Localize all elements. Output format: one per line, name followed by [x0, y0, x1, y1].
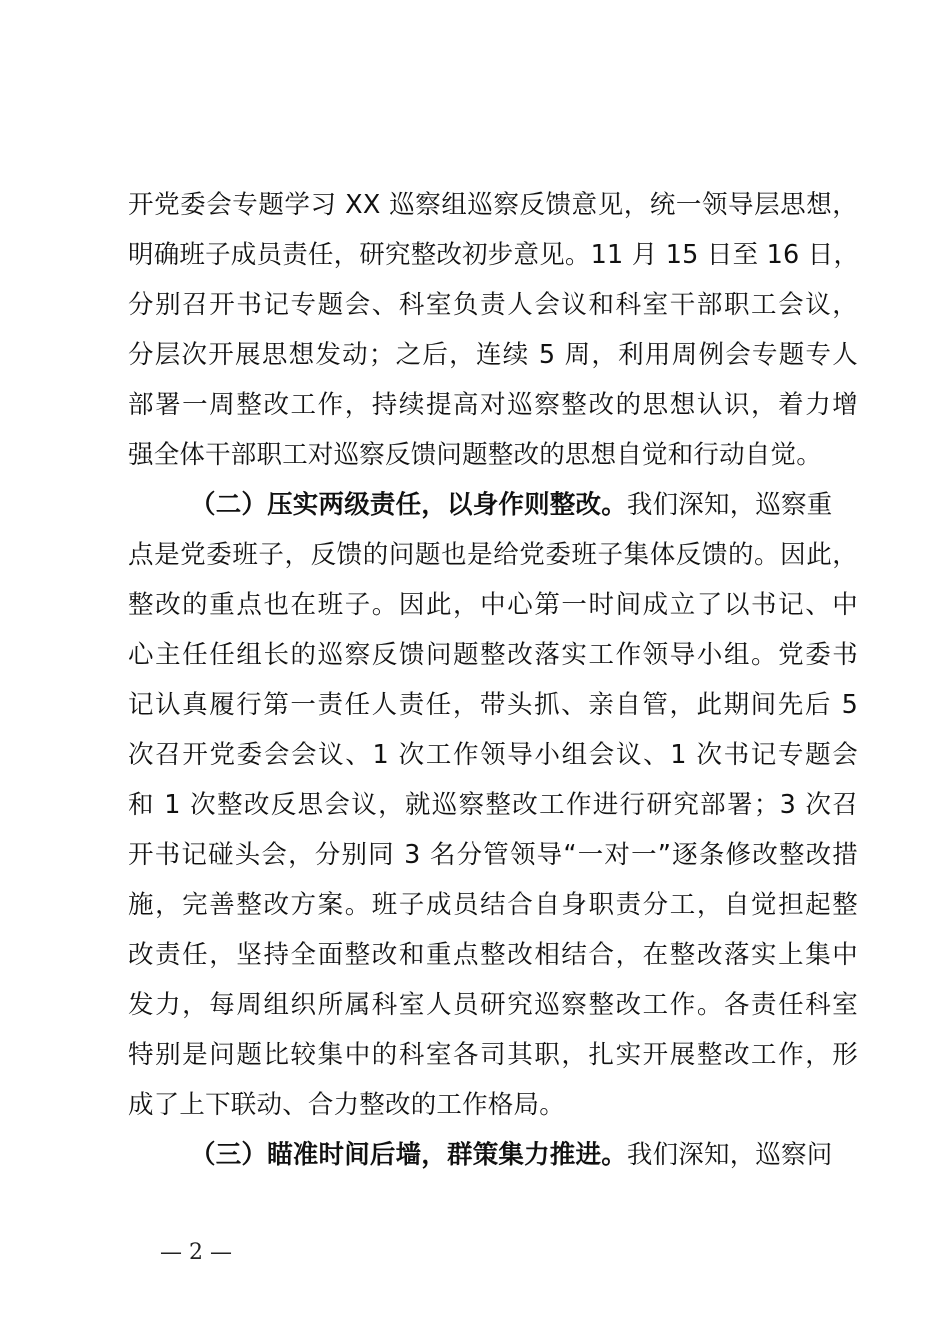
- text-line: 开书记碰头会，分别同 3 名分管领导“一对一”逐条修改整改措: [128, 840, 858, 870]
- text-line: 强全体干部职工对巡察反馈问题整改的思想自觉和行动自觉。: [128, 440, 822, 470]
- text-line: 心主任任组长的巡察反馈问题整改落实工作领导小组。党委书: [128, 640, 858, 670]
- text-line: [128, 480, 858, 530]
- text-line: 改责任，坚持全面整改和重点整改相结合，在整改落实上集中: [128, 940, 858, 970]
- section-heading: （三）瞄准时间后墙，群策集力推进。: [190, 1140, 627, 1170]
- text-line: 发力，每周组织所属科室人员研究巡察整改工作。各责任科室: [128, 990, 858, 1020]
- paragraph-3: [128, 1130, 858, 1180]
- text-run: 我们深知，巡察重: [626, 490, 833, 520]
- text-line: 整改的重点也在班子。因此，中心第一时间成立了以书记、中: [128, 590, 858, 620]
- text-line: 明确班子成员责任，研究整改初步意见。11 月 15 日至 16 日，: [128, 240, 860, 270]
- text-line: 施，完善整改方案。班子成员结合自身职责分工，自觉担起整: [128, 890, 858, 920]
- text-line: 部署一周整改工作，持续提高对巡察整改的思想认识，着力增: [128, 390, 858, 420]
- body-text: [128, 180, 858, 1180]
- text-line: 次召开党委会会议、1 次工作领导小组会议、1 次书记专题会: [128, 740, 858, 770]
- text-line: 和 1 次整改反思会议，就巡察整改工作进行研究部署；3 次召: [128, 790, 858, 820]
- text-line: 开党委会专题学习 XX 巡察组巡察反馈意见，统一领导层思想，: [128, 190, 858, 220]
- text-run: 我们深知，巡察问: [626, 1140, 833, 1170]
- text-line: 成了上下联动、合力整改的工作格局。: [128, 1090, 565, 1120]
- paragraph-2: [128, 480, 858, 1130]
- text-line: 记认真履行第一责任人责任，带头抓、亲自管，此期间先后 5: [128, 690, 858, 720]
- paragraph-1: [128, 180, 858, 480]
- text-line: 特别是问题比较集中的科室各司其职，扎实开展整改工作，形: [128, 1040, 858, 1070]
- text-line: 分别召开书记专题会、科室负责人会议和科室干部职工会议，: [128, 290, 858, 320]
- text-line: [128, 1130, 858, 1180]
- text-line: 点是党委班子，反馈的问题也是给党委班子集体反馈的。因此，: [128, 540, 858, 570]
- page-number: — 2 —: [160, 1240, 232, 1265]
- text-line: 分层次开展思想发动；之后，连续 5 周，利用周例会专题专人: [128, 340, 858, 370]
- section-heading: （二）压实两级责任，以身作则整改。: [190, 490, 627, 520]
